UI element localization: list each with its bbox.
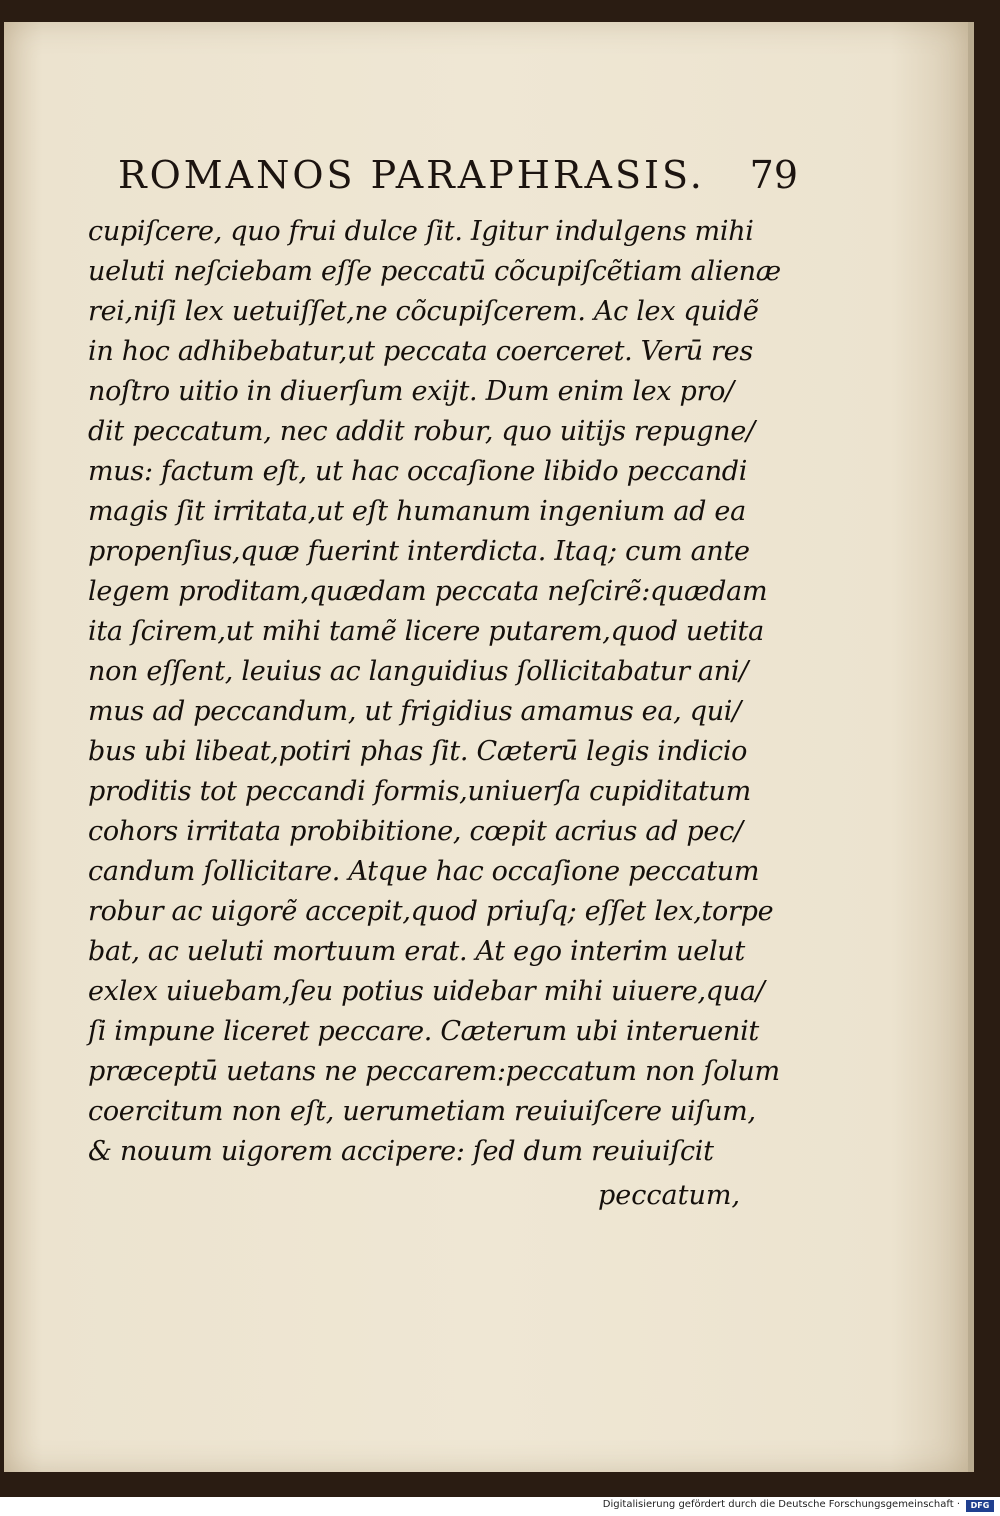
footer-bar	[0, 1497, 1000, 1516]
page-header	[118, 150, 798, 200]
body-text	[88, 212, 781, 1172]
text-line: rei,niſi lex uetuiſſet,ne cõcupiſcerem. Ac lex quidẽ	[88, 296, 759, 327]
text-line: dit peccatum, nec addit robur, quo uitijs repugne/	[88, 416, 755, 447]
text-line: in hoc adhibebatur,ut peccata coerceret. Verū res	[88, 336, 753, 367]
text-line: præceptū uetans ne peccarem:peccatum non ſolum	[88, 1056, 780, 1087]
text-line: candum ſollicitare. Atque hac occaſione peccatum	[88, 856, 760, 887]
funding-notice: Digitalisierung gefördert durch die Deutsche Forschungsgemeinschaft ·	[602, 1499, 960, 1510]
text-line: propenſius,quæ fuerint interdicta. Itaq; cum ante	[88, 536, 750, 567]
catchword: peccatum,	[598, 1180, 741, 1211]
page-edge	[968, 22, 974, 1472]
text-line: & nouum uigorem accipere: ſed dum reuiuiſcit	[88, 1136, 714, 1167]
text-line: robur ac uigorẽ accepit,quod priuſq; eſſet lex,torpe	[88, 896, 774, 927]
text-line: bus ubi libeat,potiri phas ſit. Cæterū legis indicio	[88, 736, 748, 767]
text-line: legem proditam,quædam peccata neſcirẽ:quædam	[88, 576, 768, 607]
text-line: bat, ac ueluti mortuum erat. At ego interim uelut	[88, 936, 745, 967]
dfg-logo-icon: DFG	[966, 1500, 994, 1512]
text-line: noſtro uitio in diuerſum exijt. Dum enim lex pro/	[88, 376, 734, 407]
text-line: proditis tot peccandi formis,uniuerſa cupiditatum	[88, 776, 751, 807]
text-line: cupiſcere, quo frui dulce ſit. Igitur indulgens mihi	[88, 216, 754, 247]
text-line: cohors irritata probibitione, cœpit acrius ad pec/	[88, 816, 743, 847]
text-line: mus ad peccandum, ut frigidius amamus ea, qui/	[88, 696, 741, 727]
page-number: 79	[749, 153, 798, 197]
text-line: coercitum non eſt, uerumetiam reuiuiſcere uiſum,	[88, 1096, 756, 1127]
text-line: magis ſit irritata,ut eſt humanum ingenium ad ea	[88, 496, 746, 527]
text-line: ſi impune liceret peccare. Cæterum ubi interuenit	[88, 1016, 759, 1047]
text-line: non eſſent, leuius ac languidius ſollicitabatur ani/	[88, 656, 748, 687]
text-line: exlex uiuebam,ſeu potius uidebar mihi uiuere,qua/	[88, 976, 765, 1007]
text-line: mus: factum eſt, ut hac occaſione libido peccandi	[88, 456, 748, 487]
running-title: ROMANOS PARAPHRASIS.	[118, 153, 705, 197]
text-line: ueluti neſciebam eſſe peccatū cõcupiſcẽtiam alienæ	[88, 256, 781, 287]
text-line: ita ſcirem,ut mihi tamẽ licere putarem,quod uetita	[88, 616, 764, 647]
